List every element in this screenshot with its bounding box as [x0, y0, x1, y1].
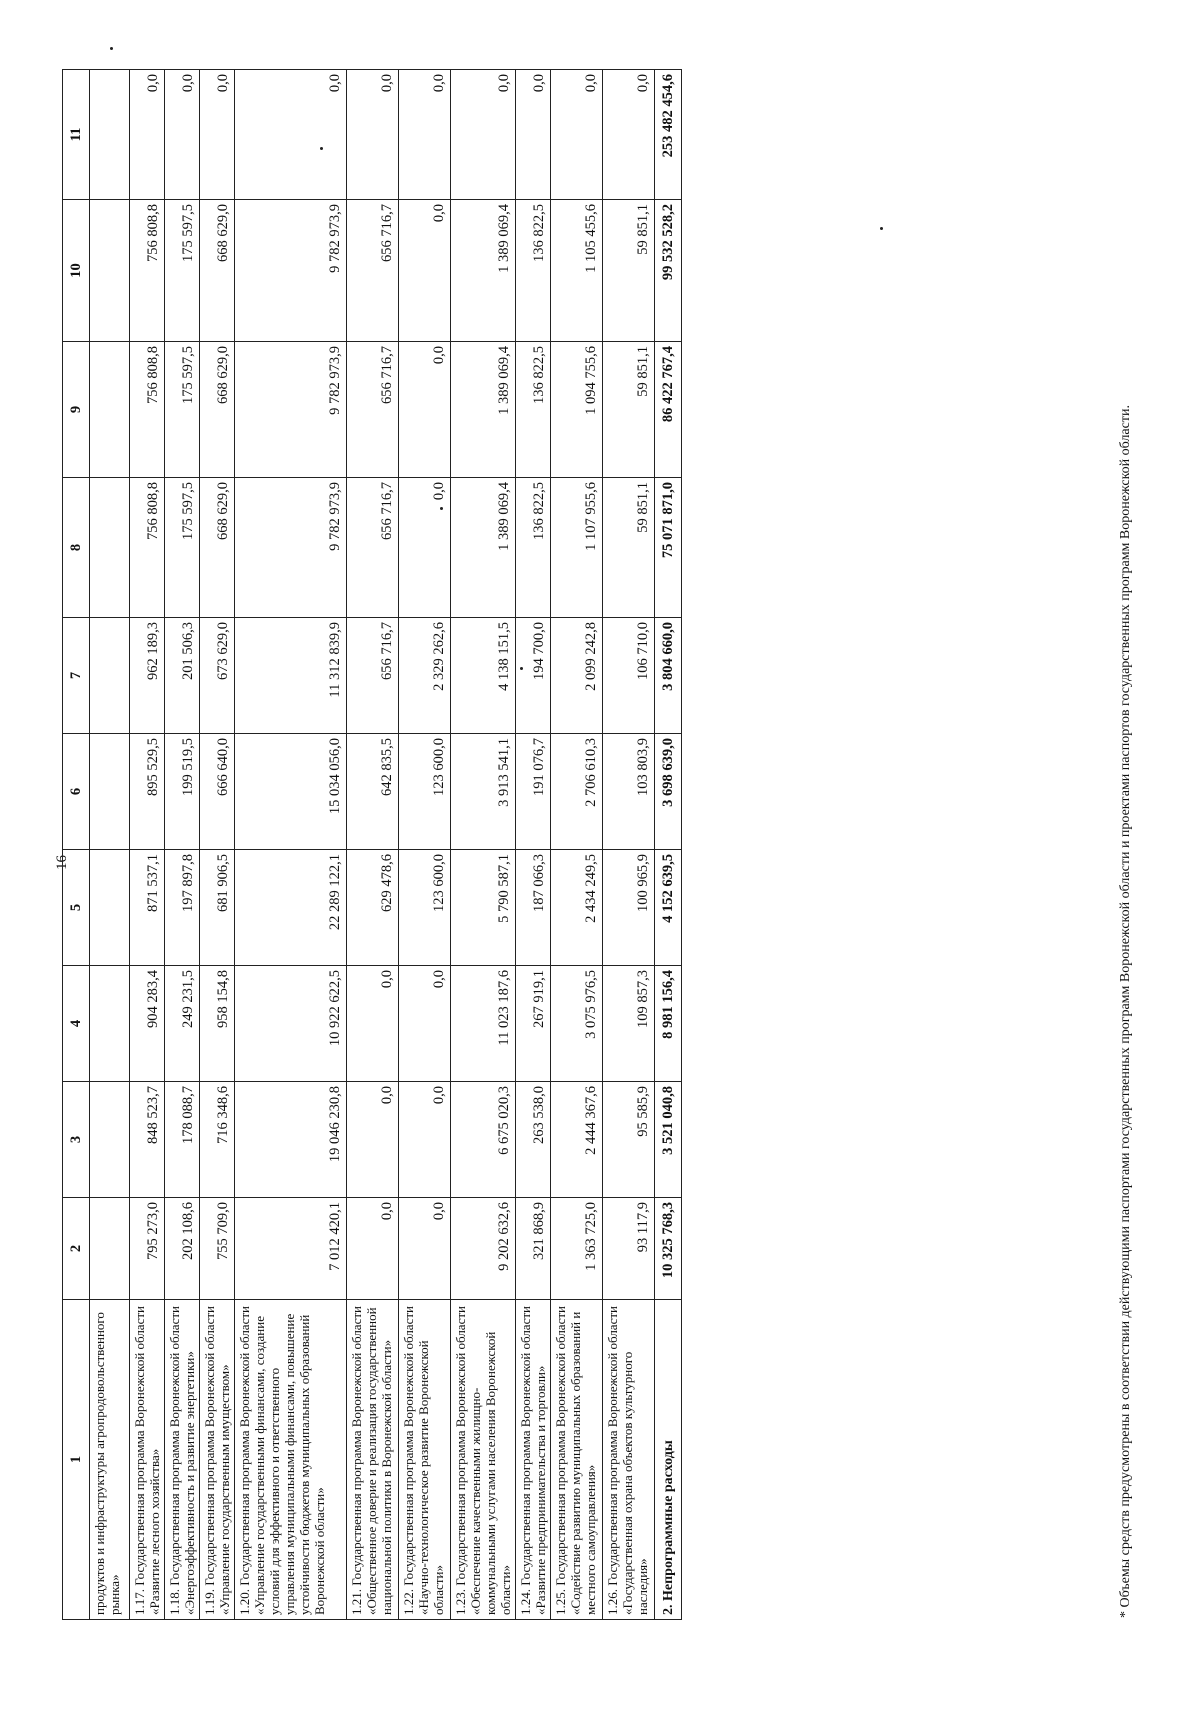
cell-value: 321 868,9: [516, 1198, 551, 1300]
total-label: 2. Непрограммные расходы: [655, 1300, 682, 1620]
table-row: [551, 70, 603, 1620]
cell-value: 673 629,0: [200, 618, 235, 734]
table-row: [603, 70, 655, 1620]
scan-speck: [320, 147, 323, 150]
total-value: 4 152 639,5: [655, 850, 682, 966]
cell-value: 666 640,0: [200, 734, 235, 850]
cell-value: 1 389 069,4: [451, 200, 516, 342]
program-name: 1.22. Государственная программа Воронежской области «Научно-технологическое развитие Воронежской области»: [399, 1300, 451, 1620]
program-name: 1.19. Государственная программа Воронежской области «Управление государственным имуществом»: [200, 1300, 235, 1620]
total-value: 3 521 040,8: [655, 1082, 682, 1198]
cell-value: 0,0: [399, 70, 451, 200]
cell-value: 755 709,0: [200, 1198, 235, 1300]
header-row: [63, 70, 90, 1620]
cell-value: 958 154,8: [200, 966, 235, 1082]
cell-value: 1 107 955,6: [551, 478, 603, 618]
cell-value: 11 312 839,9: [235, 618, 347, 734]
scan-speck: [520, 667, 523, 670]
cell-value: 2 434 249,5: [551, 850, 603, 966]
cell-value: 175 597,5: [165, 478, 200, 618]
cell-value: 629 478,6: [347, 850, 399, 966]
program-name: 1.24. Государственная программа Воронежской области «Развитие предпринимательства и торговли»: [516, 1300, 551, 1620]
cell-value: 795 273,0: [130, 1198, 165, 1300]
cell-value: 11 023 187,6: [451, 966, 516, 1082]
cell-value: 15 034 056,0: [235, 734, 347, 850]
cell-value: 199 519,5: [165, 734, 200, 850]
cell-value: 103 803,9: [603, 734, 655, 850]
cell-value: 681 906,5: [200, 850, 235, 966]
cell-value: 93 117,9: [603, 1198, 655, 1300]
cell-value: 0,0: [399, 200, 451, 342]
column-header: 1: [63, 1300, 90, 1620]
total-value: 75 071 871,0: [655, 478, 682, 618]
cell-value: 9 782 973,9: [235, 342, 347, 478]
cell-value: 0,0: [347, 1082, 399, 1198]
cell-value: 962 189,3: [130, 618, 165, 734]
column-header: 5: [63, 850, 90, 966]
cell-value: 904 283,4: [130, 966, 165, 1082]
cell-value: 136 822,5: [516, 200, 551, 342]
cell-value: 895 529,5: [130, 734, 165, 850]
column-header: 7: [63, 618, 90, 734]
cell-value: 848 523,7: [130, 1082, 165, 1198]
cell-value: 202 108,6: [165, 1198, 200, 1300]
cell-value: [90, 1198, 130, 1300]
cell-value: 668 629,0: [200, 478, 235, 618]
cell-value: 0,0: [347, 70, 399, 200]
total-value: 86 422 767,4: [655, 342, 682, 478]
cell-value: 7 012 420,1: [235, 1198, 347, 1300]
cell-value: 0,0: [516, 70, 551, 200]
cell-value: 136 822,5: [516, 478, 551, 618]
cell-value: 0,0: [399, 1082, 451, 1198]
cell-value: 136 822,5: [516, 342, 551, 478]
cell-value: 22 289 122,1: [235, 850, 347, 966]
cell-value: 1 389 069,4: [451, 478, 516, 618]
table-row: [399, 70, 451, 1620]
column-header: 11: [63, 70, 90, 200]
cell-value: [90, 850, 130, 966]
cell-value: 2 329 262,6: [399, 618, 451, 734]
total-row: [655, 70, 682, 1620]
table-row: [235, 70, 347, 1620]
cell-value: 1 363 725,0: [551, 1198, 603, 1300]
cell-value: 1 094 755,6: [551, 342, 603, 478]
cell-value: 2 099 242,8: [551, 618, 603, 734]
cell-value: 10 922 622,5: [235, 966, 347, 1082]
cell-value: 19 046 230,8: [235, 1082, 347, 1198]
cell-value: 656 716,7: [347, 478, 399, 618]
cell-value: [90, 342, 130, 478]
cell-value: 95 585,9: [603, 1082, 655, 1198]
cell-value: 6 675 020,3: [451, 1082, 516, 1198]
program-name: 1.26. Государственная программа Воронежской области «Государственная охрана объектов культурного наследия»: [603, 1300, 655, 1620]
column-header: 10: [63, 200, 90, 342]
cell-value: 756 808,8: [130, 478, 165, 618]
cell-value: 59 851,1: [603, 478, 655, 618]
program-name: 1.21. Государственная программа Воронежской области «Общественное доверие и реализация государственной национальной политики в Воронежской области»: [347, 1300, 399, 1620]
program-name: 1.23. Государственная программа Воронежской области «Обеспечение качественными жилищно-коммунальными услугами населения Воронежской области»: [451, 1300, 516, 1620]
cell-value: 756 808,8: [130, 342, 165, 478]
cell-value: 197 897,8: [165, 850, 200, 966]
table-row: [516, 70, 551, 1620]
scan-speck: [880, 227, 883, 230]
cell-value: 106 710,0: [603, 618, 655, 734]
table-row: [90, 70, 130, 1620]
table-row: [200, 70, 235, 1620]
cell-value: 3 913 541,1: [451, 734, 516, 850]
cell-value: 0,0: [200, 70, 235, 200]
cell-value: 59 851,1: [603, 200, 655, 342]
cell-value: 668 629,0: [200, 342, 235, 478]
scan-speck: [440, 507, 443, 510]
cell-value: 4 138 151,5: [451, 618, 516, 734]
cell-value: 9 782 973,9: [235, 478, 347, 618]
scan-speck: [110, 47, 113, 50]
cell-value: 1 105 455,6: [551, 200, 603, 342]
table-body: [90, 70, 682, 1620]
cell-value: 0,0: [451, 70, 516, 200]
cell-value: [90, 734, 130, 850]
cell-value: [90, 966, 130, 1082]
cell-value: 187 066,3: [516, 850, 551, 966]
cell-value: 100 965,9: [603, 850, 655, 966]
cell-value: 656 716,7: [347, 200, 399, 342]
cell-value: 267 919,1: [516, 966, 551, 1082]
cell-value: 0,0: [399, 1198, 451, 1300]
footnote: * Объемы средств предусмотрены в соответствии действующими паспортами государственных программ Воронежской области и проектами паспортов государственных программ Воронежской области.: [1118, 405, 1133, 1618]
column-header: 9: [63, 342, 90, 478]
cell-value: 2 706 610,3: [551, 734, 603, 850]
cell-value: [90, 478, 130, 618]
total-value: 8 981 156,4: [655, 966, 682, 1082]
cell-value: 2 444 367,6: [551, 1082, 603, 1198]
program-name: 1.17. Государственная программа Воронежской области «Развитие лесного хозяйства»: [130, 1300, 165, 1620]
cell-value: 263 538,0: [516, 1082, 551, 1198]
column-header: 8: [63, 478, 90, 618]
cell-value: 9 202 632,6: [451, 1198, 516, 1300]
cell-value: 716 348,6: [200, 1082, 235, 1198]
column-header: 6: [63, 734, 90, 850]
cell-value: 194 700,0: [516, 618, 551, 734]
cell-value: 0,0: [399, 966, 451, 1082]
cell-value: [90, 200, 130, 342]
cell-value: [90, 1082, 130, 1198]
cell-value: 175 597,5: [165, 342, 200, 478]
table-row: [165, 70, 200, 1620]
cell-value: 756 808,8: [130, 200, 165, 342]
cell-value: 871 537,1: [130, 850, 165, 966]
cell-value: 0,0: [235, 70, 347, 200]
column-header: 4: [63, 966, 90, 1082]
cell-value: 0,0: [347, 1198, 399, 1300]
cell-value: 178 088,7: [165, 1082, 200, 1198]
cell-value: [90, 70, 130, 200]
budget-table: [62, 69, 682, 1620]
cell-value: 9 782 973,9: [235, 200, 347, 342]
cell-value: [90, 618, 130, 734]
total-value: 3 804 660,0: [655, 618, 682, 734]
cell-value: 123 600,0: [399, 734, 451, 850]
program-name: 1.18. Государственная программа Воронежской области «Энергоэффективность и развитие энергетики»: [165, 1300, 200, 1620]
cell-value: 668 629,0: [200, 200, 235, 342]
column-header: 2: [63, 1198, 90, 1300]
cell-value: 642 835,5: [347, 734, 399, 850]
cell-value: 0,0: [551, 70, 603, 200]
total-value: 3 698 639,0: [655, 734, 682, 850]
table-row: [130, 70, 165, 1620]
total-value: 99 532 528,2: [655, 200, 682, 342]
table-row: [451, 70, 516, 1620]
column-header: 3: [63, 1082, 90, 1198]
page-number: 16: [54, 855, 70, 870]
total-value: 10 325 768,3: [655, 1198, 682, 1300]
cell-value: 0,0: [399, 478, 451, 618]
table-row: [347, 70, 399, 1620]
cell-value: 123 600,0: [399, 850, 451, 966]
cell-value: 1 389 069,4: [451, 342, 516, 478]
cell-value: 175 597,5: [165, 200, 200, 342]
cell-value: 59 851,1: [603, 342, 655, 478]
cell-value: 109 857,3: [603, 966, 655, 1082]
cell-value: 191 076,7: [516, 734, 551, 850]
program-name: продуктов и инфраструктуры агропродовольственного рынка»: [90, 1300, 130, 1620]
cell-value: 0,0: [603, 70, 655, 200]
cell-value: 656 716,7: [347, 342, 399, 478]
cell-value: 249 231,5: [165, 966, 200, 1082]
cell-value: 0,0: [165, 70, 200, 200]
cell-value: 3 075 976,5: [551, 966, 603, 1082]
program-name: 1.25. Государственная программа Воронежской области «Содействие развитию муниципальных образований и местного самоуправления»: [551, 1300, 603, 1620]
cell-value: 201 506,3: [165, 618, 200, 734]
cell-value: 0,0: [347, 966, 399, 1082]
program-name: 1.20. Государственная программа Воронежской области «Управление государственными финансами, создание условий для эффективного и ответственного управления муниципальными финансами, повышение устойчивости бюджетов муниципальных образований Воронежской области»: [235, 1300, 347, 1620]
total-value: 253 482 454,6: [655, 70, 682, 200]
cell-value: 5 790 587,1: [451, 850, 516, 966]
cell-value: 0,0: [399, 342, 451, 478]
cell-value: 656 716,7: [347, 618, 399, 734]
cell-value: 0,0: [130, 70, 165, 200]
